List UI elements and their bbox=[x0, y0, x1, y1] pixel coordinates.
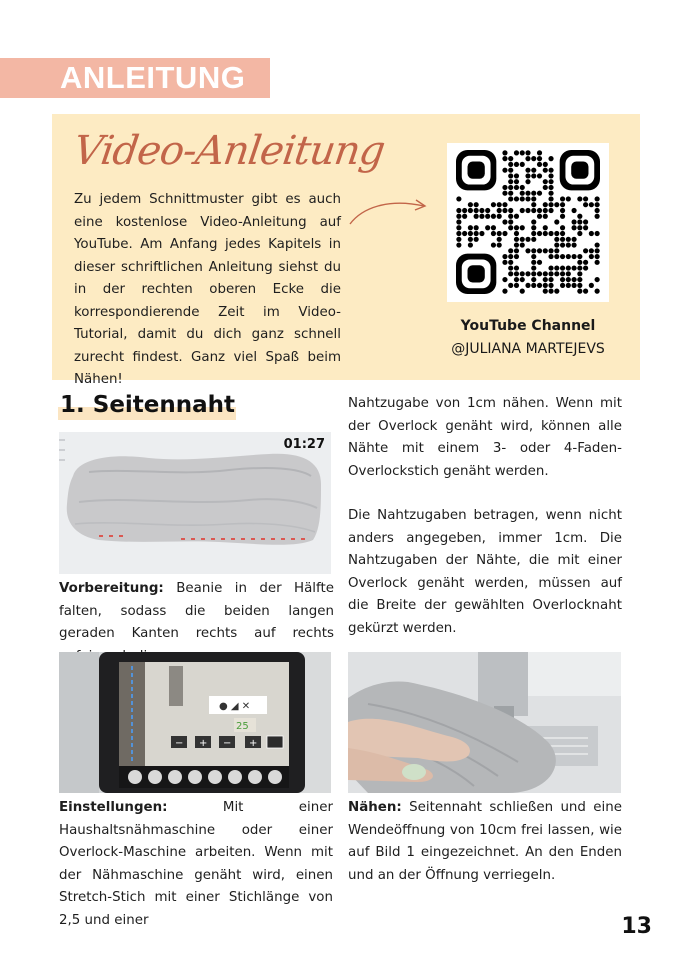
seam-allowance-text bbox=[348, 393, 622, 640]
arrow-icon bbox=[348, 194, 430, 228]
sewing-seam-image bbox=[348, 652, 621, 793]
photo-machine-settings bbox=[59, 652, 331, 793]
youtube-channel-handle[interactable]: @JULIANA MARTEJEVS bbox=[451, 341, 605, 357]
settings-lead: Einstellungen: bbox=[59, 800, 168, 815]
svg-text:+: + bbox=[249, 738, 258, 749]
qr-code-icon bbox=[456, 150, 600, 294]
section-title: 1. Seitennaht bbox=[60, 392, 236, 418]
page-number: 13 bbox=[621, 914, 652, 939]
machine-screen-image bbox=[59, 652, 331, 793]
video-instructions-text: Zu jedem Schnittmuster gibt es auch eine kostenlose Video-Anleitung auf YouTube. Am Anfang jedes Kapitels in dieser schriftlichen Anleitung siehst du in der rechten oberen Ecke die korrespondierende Zeit im Video-Tutorial, damit du dich ganz schnell zurecht findest. Ganz viel Spaß beim Nähen! bbox=[74, 192, 341, 387]
stitch-length-value: 25 bbox=[236, 721, 249, 732]
video-instructions-title: Video-Anleitung bbox=[70, 128, 388, 174]
preparation-text: Beanie in der Hälfte falten, sodass die beiden langen geraden Kanten rechts auf rechts bbox=[59, 581, 334, 641]
preparation-lead: Vorbereitung: bbox=[59, 581, 164, 596]
sewing-text: Seitennaht schließen und eine Wendeöffnung von 10cm frei lassen, wie auf Bild 1 eingezeichnet. An den Enden und an der Öffnung verriegeln. bbox=[348, 800, 622, 883]
youtube-channel-label: YouTube Channel bbox=[460, 318, 596, 334]
svg-text:+: + bbox=[199, 738, 208, 749]
photo-folded-beanie bbox=[59, 432, 331, 574]
sewing-lead: Nähen: bbox=[348, 800, 402, 815]
video-timestamp: 01:27 bbox=[283, 437, 325, 452]
sewing-caption bbox=[348, 797, 622, 887]
seam-paragraph-2: Die Nahtzugaben betragen, wenn nicht anders angegeben, immer 1cm. Die Nahtzugaben der Nähte, die mit einer Overlock genäht werden, müssen auf die Breite der gewählten Overlocknaht gekürzt werden. bbox=[348, 508, 622, 636]
photo-sewing-seam bbox=[348, 652, 621, 793]
qr-code[interactable] bbox=[447, 143, 609, 302]
folded-beanie-image bbox=[59, 432, 331, 574]
settings-text: Mit einer Haushaltsnähmaschine oder einer Overlock-Maschine arbeiten. Wenn mit der Nähmaschine genäht wird, einen Stretch-Stich mit einer Stichlänge von 2,5 und einer bbox=[59, 800, 333, 928]
page-title: ANLEITUNG bbox=[60, 60, 246, 95]
svg-text:● ◢ ✕: ● ◢ ✕ bbox=[219, 701, 251, 712]
settings-caption bbox=[59, 797, 333, 932]
svg-text:−: − bbox=[175, 738, 184, 749]
svg-text:−: − bbox=[223, 738, 232, 749]
seam-paragraph-1: Nahtzugabe von 1cm nähen. Wenn mit der Overlock genäht wird, können alle Nähte mit einem 3- oder 4-Faden-Overlockstich genäht werden. bbox=[348, 396, 622, 479]
